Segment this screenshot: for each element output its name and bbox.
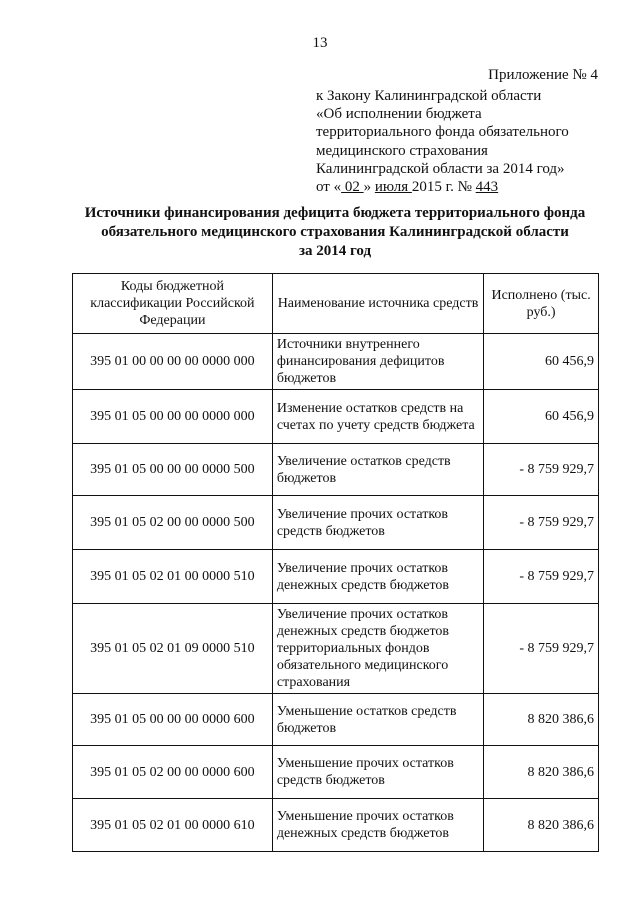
row-amount: - 8 759 929,7 [484,550,599,604]
appendix-line: Калининградской области за 2014 год» [316,160,565,177]
row-name: Увеличение остатков средств бюджетов [272,444,483,496]
title-line: Источники финансирования дефицита бюджета территориального фонда [84,205,586,221]
row-amount: 8 820 386,6 [484,746,599,799]
row-amount: 8 820 386,6 [484,799,599,852]
header-name: Наименование источника средств [272,274,483,334]
row-code: 395 01 05 00 00 00 0000 500 [73,444,273,496]
row-code: 395 01 05 02 00 00 0000 500 [73,496,273,550]
row-amount: 60 456,9 [484,390,599,444]
appendix-reference [316,87,616,196]
appendix-date-line [316,178,616,196]
financing-sources-table [72,273,599,852]
date-year: 2015 г. № [411,179,476,196]
row-amount: 8 820 386,6 [484,694,599,746]
table-row [73,746,599,799]
date-prefix: от « [316,179,342,196]
date-day: 02 [341,179,364,196]
row-amount: - 8 759 929,7 [484,496,599,550]
appendix-title: Приложение № 4 [488,67,598,83]
table-row [73,496,599,550]
law-number: 443 [475,179,499,196]
table-row [73,550,599,604]
row-amount: - 8 759 929,7 [484,444,599,496]
document-title [60,204,610,261]
header-amount: Исполнено (тыс. руб.) [484,274,599,334]
header-code: Коды бюджетной классификации Российской Федерации [73,274,273,334]
appendix-line: медицинского страхования [316,142,488,159]
table-row [73,604,599,694]
row-name: Источники внутреннего финансирования дефицитов бюджетов [272,334,483,390]
row-name: Уменьшение остатков средств бюджетов [272,694,483,746]
appendix-line: «Об исполнении бюджета [316,106,482,123]
row-code: 395 01 05 02 01 00 0000 510 [73,550,273,604]
row-name: Уменьшение прочих остатков денежных средств бюджетов [272,799,483,852]
row-code: 395 01 05 02 00 00 0000 600 [73,746,273,799]
table-row [73,694,599,746]
table-row [73,444,599,496]
title-line: обязательного медицинского страхования Калининградской области [101,224,569,240]
row-name: Изменение остатков средств на счетах по учету средств бюджета [272,390,483,444]
row-amount: 60 456,9 [484,334,599,390]
row-code: 395 01 05 00 00 00 0000 600 [73,694,273,746]
table-row [73,799,599,852]
date-separator: » [363,179,375,196]
page-number: 13 [312,35,328,51]
row-code: 395 01 05 02 01 00 0000 610 [73,799,273,852]
row-name: Увеличение прочих остатков денежных средств бюджетов [272,550,483,604]
table-header-row [73,274,599,334]
row-code: 395 01 00 00 00 00 0000 000 [73,334,273,390]
row-code: 395 01 05 02 01 09 0000 510 [73,604,273,694]
table-row [73,390,599,444]
appendix-line: территориального фонда обязательного [316,124,569,141]
date-month: июля [374,179,412,196]
row-amount: - 8 759 929,7 [484,604,599,694]
table-row [73,334,599,390]
row-name: Уменьшение прочих остатков средств бюджетов [272,746,483,799]
appendix-line: к Закону Калининградской области [316,88,542,104]
title-line: за 2014 год [298,243,372,259]
row-name: Увеличение прочих остатков денежных средств бюджетов территориальных фондов обязательного медицинского страхования [272,604,483,694]
row-name: Увеличение прочих остатков средств бюджетов [272,496,483,550]
row-code: 395 01 05 00 00 00 0000 000 [73,390,273,444]
